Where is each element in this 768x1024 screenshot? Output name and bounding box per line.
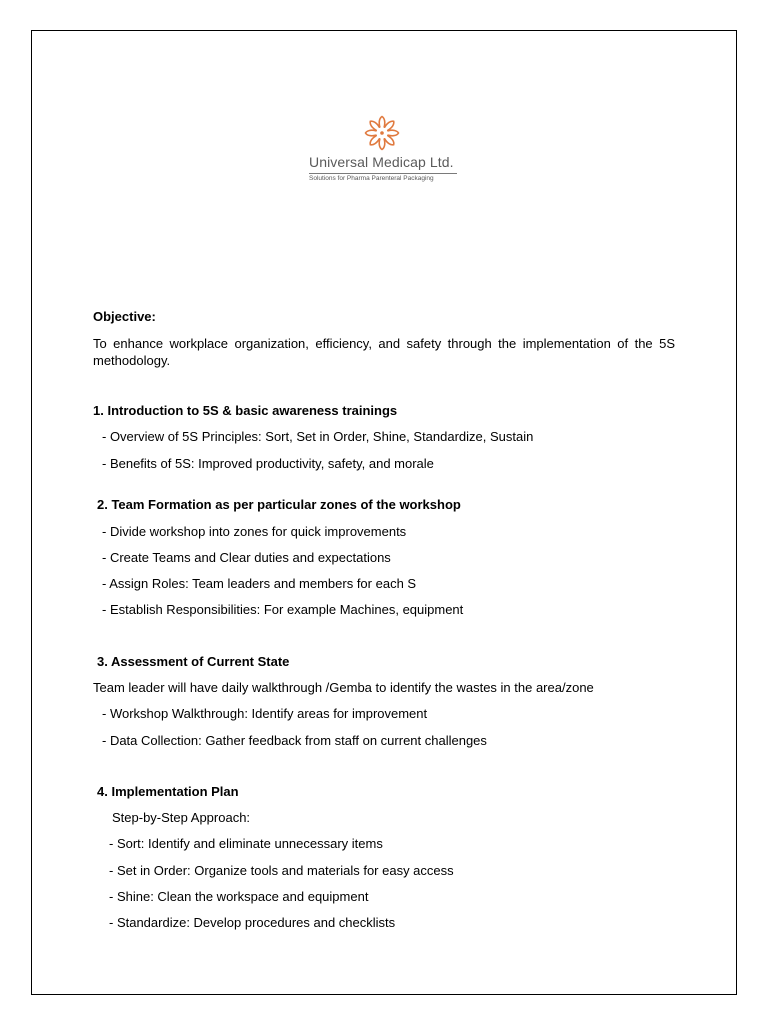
list-item: - Data Collection: Gather feedback from staff on current challenges [102,733,487,748]
list-item: - Workshop Walkthrough: Identify areas for improvement [102,706,428,721]
company-name: Universal Medicap Ltd. [309,154,454,170]
company-tagline: Solutions for Pharma Parenteral Packaging [309,175,434,182]
section-4-intro: Step-by-Step Approach: [112,810,251,825]
list-item: - Create Teams and Clear duties and expectations [102,550,391,565]
objective-text: To enhance workplace organization, efficiency, and safety through the implementation of the 5S methodology. [93,336,675,368]
list-item: - Set in Order: Organize tools and materials for easy access [109,863,454,878]
list-item: - Standardize: Develop procedures and checklists [109,915,396,930]
list-item: - Benefits of 5S: Improved productivity, safety, and morale [102,456,434,471]
list-item: - Sort: Identify and eliminate unnecessary items [109,836,383,851]
section-4-heading: 4. Implementation Plan [97,784,239,799]
logo-divider [309,173,457,174]
list-item: - Divide workshop into zones for quick improvements [102,524,407,539]
list-item: - Overview of 5S Principles: Sort, Set in Order, Shine, Standardize, Sustain [102,429,534,444]
section-1-heading: 1. Introduction to 5S & basic awareness trainings [93,403,398,418]
section-2-heading: 2. Team Formation as per particular zones of the workshop [97,497,461,512]
flower-logo-icon [363,114,401,152]
section-3-heading: 3. Assessment of Current State [97,654,290,669]
company-logo [300,114,470,186]
list-item: - Assign Roles: Team leaders and members for each S [102,576,417,591]
list-item: - Establish Responsibilities: For example Machines, equipment [102,602,464,617]
list-item: - Shine: Clean the workspace and equipment [109,889,369,904]
section-3-intro: Team leader will have daily walkthrough /Gemba to identify the wastes in the area/zone [93,680,594,695]
objective-heading: Objective: [93,309,156,324]
